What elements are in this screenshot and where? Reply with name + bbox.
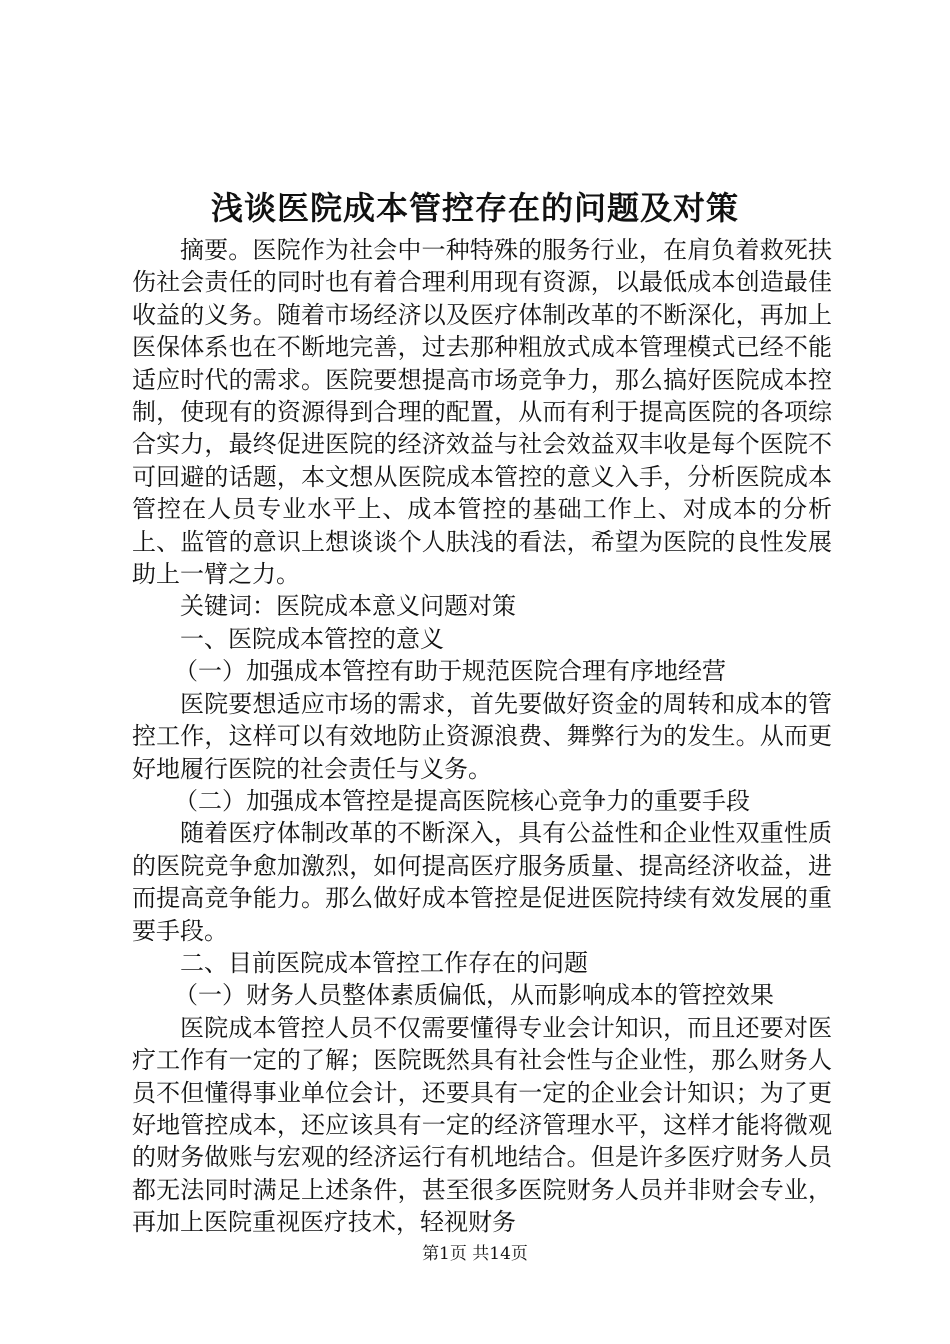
keywords-line: 关键词：医院成本意义问题对策 <box>180 592 516 621</box>
document-body <box>132 234 832 1239</box>
section-heading-2: 二、目前医院成本管控工作存在的问题 <box>180 948 588 977</box>
document-title: 浅谈医院成本管控存在的问题及对策 <box>210 189 739 227</box>
page-number-footer: 第1页 共14页 <box>422 1244 528 1264</box>
subsection-heading-1-1: （一）加强成本管控有助于规范医院合理有序地经营 <box>174 657 726 686</box>
body-paragraph: 医院要想适应市场的需求，首先要做好资金的周转和成本的管控工作，这样可以有效地防止资源浪费、舞弊行为的发生。从而更好地履行医院的社会责任与义务。 <box>132 689 832 783</box>
section-heading-1: 一、医院成本管控的意义 <box>180 624 444 653</box>
subsection-heading-2-1: （一）财务人员整体素质偏低，从而影响成本的管控效果 <box>174 981 774 1010</box>
body-paragraph: 随着医疗体制改革的不断深入，具有公益性和企业性双重性质的医院竞争愈加激烈，如何提高医疗服务质量、提高经济收益，进而提高竞争能力。那么做好成本管控是促进医院持续有效发展的重要手段。 <box>132 819 832 945</box>
abstract-paragraph: 摘要。医院作为社会中一种特殊的服务行业，在肩负着救死扶伤社会责任的同时也有着合理利用现有资源，以最低成本创造最佳收益的义务。随着市场经济以及医疗体制改革的不断深化，再加上医保体系也在不断地完善，过去那种粗放式成本管理模式已经不能适应时代的需求。医院要想提高市场竞争力，那么搞好医院成本控制，使现有的资源得到合理的配置，从而有利于提高医院的各项综合实力，最终促进医院的经济效益与社会效益双丰收是每个医院不可回避的话题，本文想从医院成本管控的意义入手，分析医院成本管控在人员专业水平上、成本管控的基础工作上、对成本的分析上、监管的意识上想谈谈个人肤浅的看法，希望为医院的良性发展助上一臂之力。 <box>132 236 832 589</box>
body-paragraph: 医院成本管控人员不仅需要懂得专业会计知识，而且还要对医疗工作有一定的了解；医院既然具有社会性与企业性，那么财务人员不但懂得事业单位会计，还要具有一定的企业会计知识；为了更好地管控成本，还应该具有一定的经济管理水平，这样才能将微观的财务做账与宏观的经济运行有机地结合。但是许多医疗财务人员都无法同时满足上述条件，甚至很多医院财务人员并非财会专业，再加上医院重视医疗技术，轻视财务 <box>132 1013 832 1237</box>
subsection-heading-1-2: （二）加强成本管控是提高医院核心竞争力的重要手段 <box>174 786 750 815</box>
